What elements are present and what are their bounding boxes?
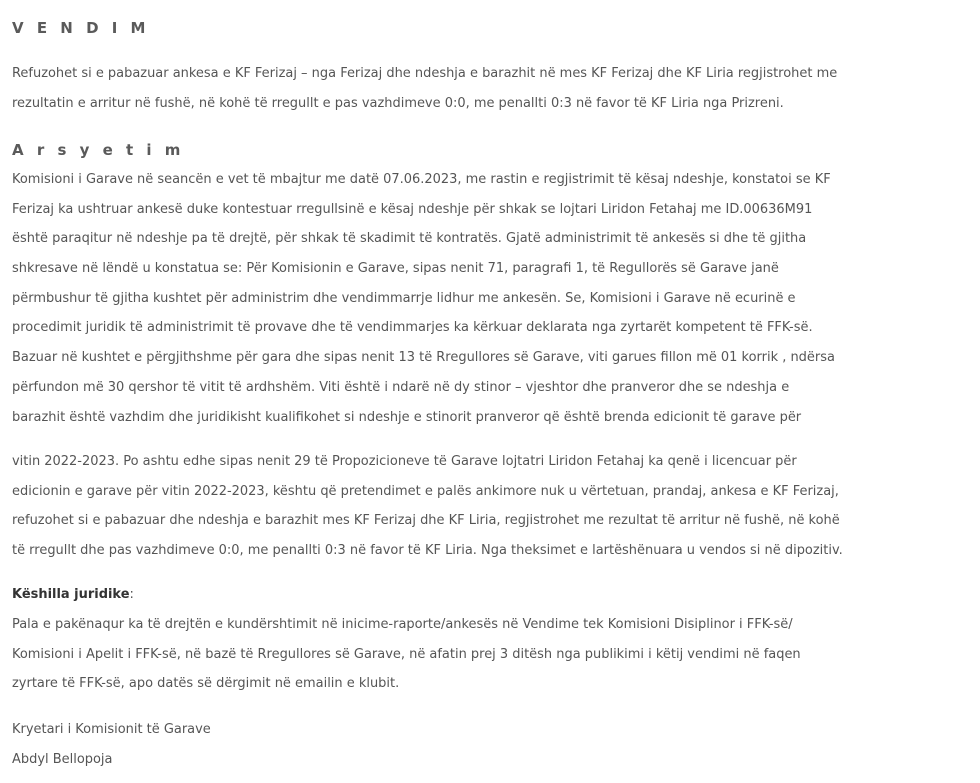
arsyetim-line: Ferizaj ka ushtruar ankesë duke kontestuar rregullsinë e kësaj ndeshje për shkak se lojtari Liridon Fetahaj me ID.00636M91 [12,201,813,217]
keshilla-label: Këshilla juridike [12,587,130,602]
continuation-paragraph [12,447,980,566]
keshilla-heading [12,580,980,610]
arsyetim-line: Bazuar në kushtet e përgjithshme për gara dhe sipas nenit 13 të Rregullores së Garave, viti garues fillon më 01 korrik , ndërsa [12,350,835,366]
keshilla-colon: : [129,587,134,602]
vendim-line: rezultatin e arritur në fushë, në kohë të rregullt e pas vazhdimeve 0:0, me penallti 0:3 në favor të KF Liria nga Prizreni. [12,95,784,111]
arsyetim-line: procedimit juridik të administrimit të provave dhe të vendimmarjes ka kërkuar deklarata nga zyrtarët kompetent të FFK-së. [12,320,813,336]
signature-block [12,715,980,774]
continuation-line: refuzohet si e pabazuar dhe ndeshja e barazhit mes KF Ferizaj dhe KF Liria, regjistrohet me rezultat të arritur në fushë, në kohë [12,513,840,529]
keshilla-label-line [12,580,980,610]
signature-title: Kryetari i Komisionit të Garave [12,722,211,737]
arsyetim-line: barazhit është vazhdim dhe juridikisht kualifikohet si ndeshje e stinorit pranveror që është brenda edicionit të garave për [12,409,802,425]
arsyetim-line: është paraqitur në ndeshje pa të drejtë, për shkak të skadimit të kontratës. Gjatë administrimit të ankesës si dhe të gjitha [12,231,807,247]
keshilla-paragraph [12,610,980,699]
arsyetim-line: përfundon më 30 qershor të vitit të ardhshëm. Viti është i ndarë në dy stinor – vjeshtor dhe pranveror dhe se ndeshja e [12,379,790,395]
vendim-paragraph [12,59,980,118]
keshilla-line: Pala e pakënaqur ka të drejtën e kundërshtimit në inicime-raporte/ankesës në Vendime tek Komisioni Disiplinor i FFK-së/ [12,617,793,632]
vendim-heading: V E N D I M [12,19,150,37]
continuation-line: vitin 2022-2023. Po ashtu edhe sipas nenit 29 të Propozicioneve të Garave lojtatri Liridon Fetahaj ka qenë i licencuar për [12,454,797,469]
arsyetim-line: shkresave në lëndë u konstatua se: Për Komisionin e Garave, sipas nenit 71, paragrafi 1, të Regullorës së Garave janë [12,261,779,277]
arsyetim-paragraph [12,165,980,432]
vendim-line: Refuzohet si e pabazuar ankesa e KF Ferizaj – nga Ferizaj dhe ndeshja e barazhit në mes KF Ferizaj dhe KF Liria regjistrohet me [12,66,838,81]
continuation-line: të rregullt dhe pas vazhdimeve 0:0, me penallti 0:3 në favor të KF Liria. Nga theksimet e lartëshënuara u vendos si në dipozitiv. [12,543,843,559]
arsyetim-line: përmbushur të gjitha kushtet për administrim dhe vendimmarrje lidhur me ankesën. Se, Komisioni i Garave në ecurinë e [12,290,796,306]
keshilla-line: zyrtare të FFK-së, apo datës së dërgimit në emailin e klubit. [12,676,400,692]
arsyetim-line: Komisioni i Garave në seancën e vet të mbajtur me datë 07.06.2023, me rastin e regjistrimit të kësaj ndeshje, konstatoi se KF [12,172,831,187]
continuation-line: edicionin e garave për vitin 2022-2023, kështu që pretendimet e palës ankimore nuk u vërtetuan, prandaj, ankesa e KF Ferizaj, [12,483,839,499]
keshilla-line: Komisioni i Apelit i FFK-së, në bazë të Rregullores së Garave, në afatin prej 3 ditësh nga publikimi i këtij vendimi në faqen [12,646,801,662]
signature-name: Abdyl Bellopoja [12,751,113,767]
arsyetim-heading: A r s y e t i m [12,141,185,159]
